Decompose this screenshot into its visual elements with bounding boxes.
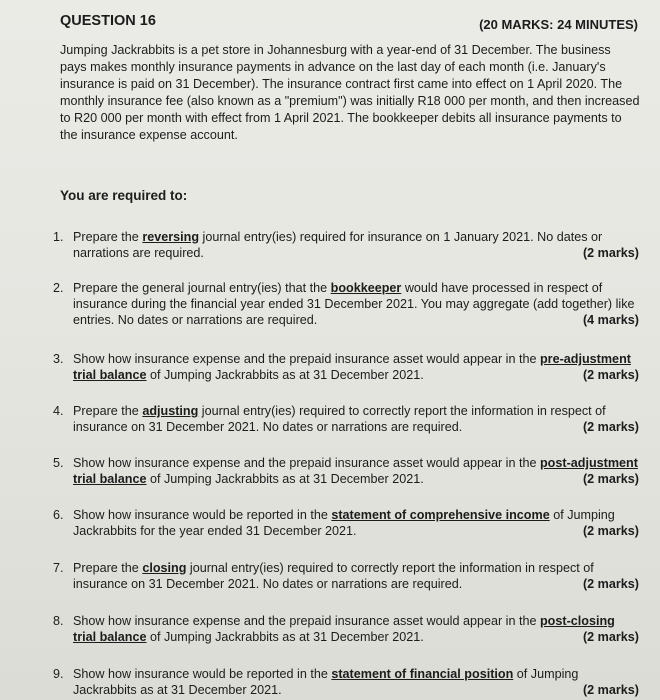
task-keyword: post-adjustment trial balance xyxy=(73,456,638,486)
task-text-pre: Prepare the xyxy=(73,561,143,575)
task-text-post: would have processed in respect of insurance during the financial year ended 31 December 2021. You may aggregate (add together) like entries. No dates or narrations are required. xyxy=(73,281,635,327)
task-text-pre: Show how insurance would be reported in the xyxy=(73,508,332,522)
required-heading: You are required to: xyxy=(60,188,188,203)
task-text-pre: Show how insurance expense and the prepaid insurance asset would appear in the xyxy=(73,352,540,366)
task-number: 7. xyxy=(53,561,64,575)
task-text-post: of Jumping Jackrabbits as at 31 December 2021. xyxy=(73,667,579,697)
task-keyword: bookkeeper xyxy=(330,281,402,295)
task-marks: (2 marks) xyxy=(582,368,639,382)
task-text-post: journal entry(ies) required to correctly report the information in respect of insurance on 31 December 2021. No dates or narrations are required. xyxy=(73,404,606,434)
task-number: 9. xyxy=(53,667,64,681)
task-marks: (2 marks) xyxy=(582,577,639,591)
task-text-post: of Jumping Jackrabbits for the year ended 31 December 2021. xyxy=(73,508,615,538)
task-item-9 xyxy=(53,666,639,698)
task-keyword: adjusting xyxy=(142,404,199,418)
task-item-3 xyxy=(53,351,639,383)
task-marks: (2 marks) xyxy=(582,630,639,644)
task-number: 6. xyxy=(53,508,64,522)
task-marks: (4 marks) xyxy=(582,313,639,327)
task-text-pre: Prepare the xyxy=(73,230,143,244)
task-keyword: closing xyxy=(142,561,187,575)
task-text-post: of Jumping Jackrabbits as at 31 December 2021. xyxy=(146,368,424,382)
task-item-6 xyxy=(53,507,639,539)
task-item-2 xyxy=(53,280,639,328)
task-item-8 xyxy=(53,613,639,645)
question-header xyxy=(60,13,638,35)
task-item-4 xyxy=(53,403,639,435)
task-text-post: journal entry(ies) required for insurance on 1 January 2021. No dates or narrations are required. xyxy=(73,230,603,260)
task-keyword: reversing xyxy=(142,230,200,244)
task-text-pre: Show how insurance would be reported in the xyxy=(73,667,332,681)
task-keyword: pre-adjustment trial balance xyxy=(73,352,631,382)
task-marks: (2 marks) xyxy=(582,524,639,538)
task-number: 2. xyxy=(53,281,64,295)
task-keyword: statement of financial position xyxy=(331,667,514,681)
task-item-7 xyxy=(53,560,639,592)
question-marks: (20 MARKS: 24 MINUTES) xyxy=(479,17,638,32)
task-marks: (2 marks) xyxy=(582,420,639,434)
task-keyword: statement of comprehensive income xyxy=(331,508,550,522)
intro-paragraph: Jumping Jackrabbits is a pet store in Johannesburg with a year-end of 31 December. The business pays makes monthly insurance payments in advance on the last day of each month (i.e. January's insurance is paid on 31 December). The insurance contract first came into effect on 1 April 2020. The monthly insurance fee (also known as a "premium") was initially R18 000 per month, and then increased to R20 000 per month with effect from 1 April 2021. The bookkeeper debits all insurance payments to the insurance expense account. xyxy=(60,43,640,142)
task-text-post: of Jumping Jackrabbits as at 31 December 2021. xyxy=(146,472,424,486)
task-marks: (2 marks) xyxy=(582,472,639,486)
task-number: 1. xyxy=(53,230,64,244)
task-marks: (2 marks) xyxy=(582,246,639,260)
task-marks: (2 marks) xyxy=(582,683,639,697)
task-text-pre: Prepare the xyxy=(73,404,143,418)
task-text-post: journal entry(ies) required to correctly report the information in respect of insurance on 31 December 2021. No dates or narrations are required. xyxy=(73,561,594,591)
task-number: 3. xyxy=(53,352,64,366)
task-number: 4. xyxy=(53,404,64,418)
task-number: 5. xyxy=(53,456,64,470)
task-text-pre: Prepare the general journal entry(ies) that the xyxy=(73,281,331,295)
question-title: QUESTION 16 xyxy=(60,13,156,29)
task-text-pre: Show how insurance expense and the prepaid insurance asset would appear in the xyxy=(73,456,540,470)
task-text-pre: Show how insurance expense and the prepaid insurance asset would appear in the xyxy=(73,614,540,628)
task-number: 8. xyxy=(53,614,64,628)
task-item-5 xyxy=(53,455,639,487)
task-text-post: of Jumping Jackrabbits as at 31 December 2021. xyxy=(146,630,424,644)
task-keyword: post-closing trial balance xyxy=(73,614,615,644)
task-item-1 xyxy=(53,229,639,261)
